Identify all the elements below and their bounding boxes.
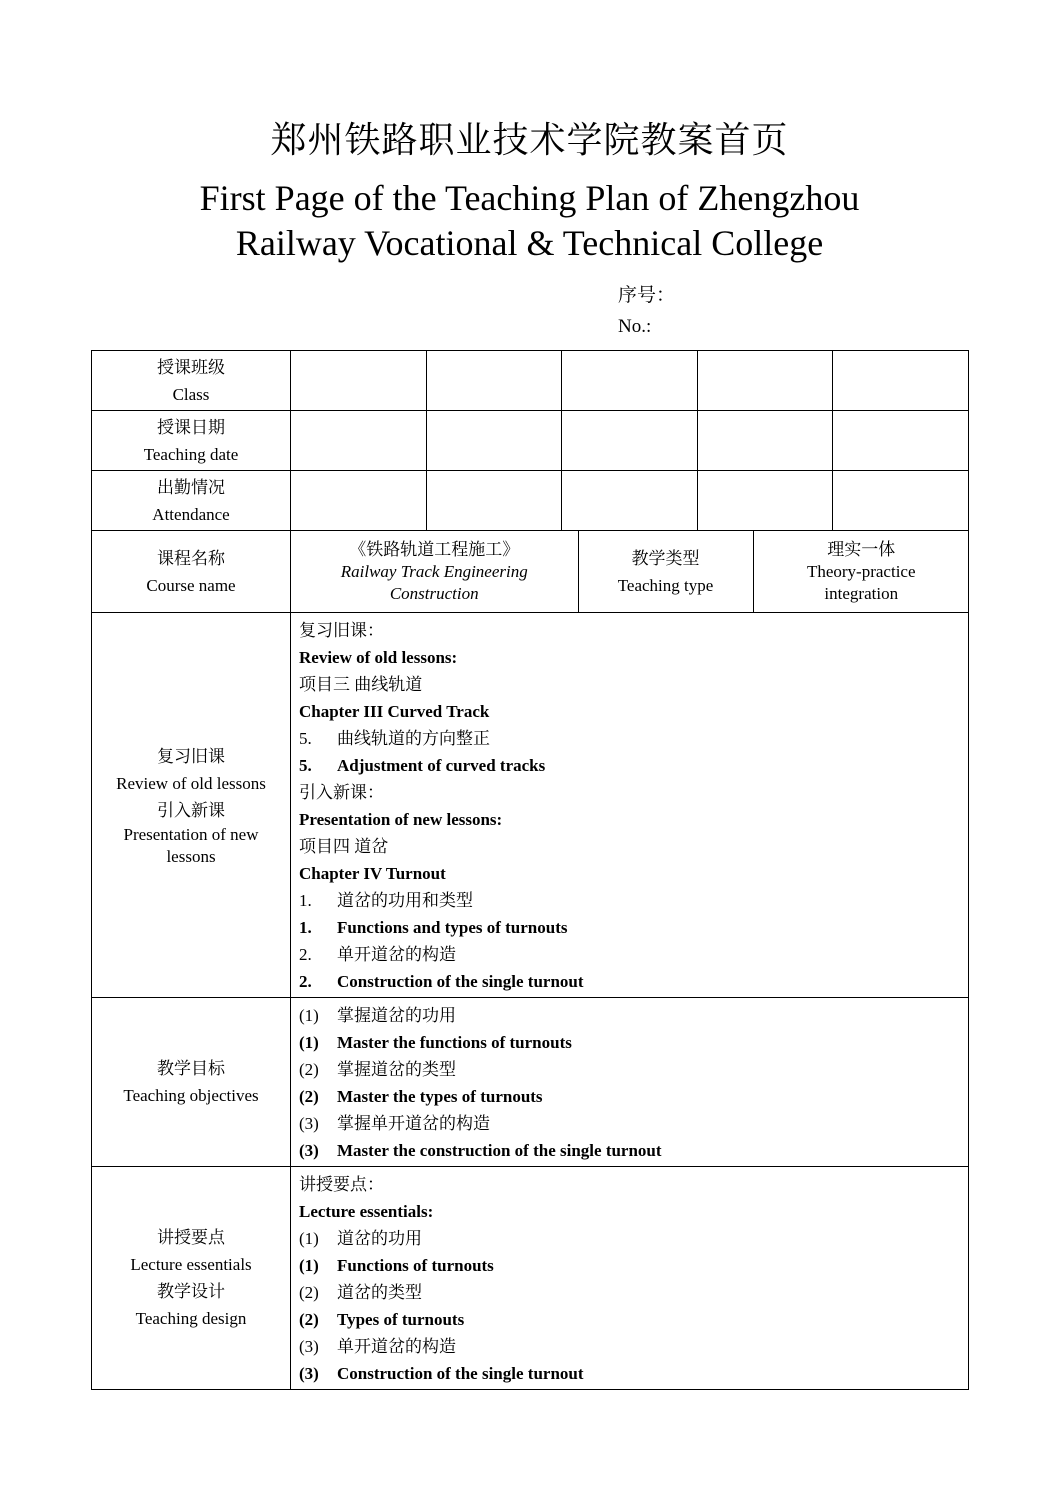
- content-line: [299, 1198, 960, 1225]
- attendance-label-cn: 出勤情况: [157, 477, 225, 497]
- content-line: [299, 617, 960, 644]
- lecture-label-cn: 讲授要点: [157, 1228, 225, 1247]
- class-label-en: Class: [172, 384, 210, 404]
- line-text: Master the functions of turnouts: [337, 1033, 572, 1052]
- course-name-value-cn: 《铁路轨道工程施工》: [349, 539, 520, 559]
- line-number: (2): [299, 1087, 319, 1106]
- line-number: 1.: [299, 918, 312, 937]
- content-line: [299, 1029, 960, 1056]
- design-label-cn: 教学设计: [157, 1282, 225, 1301]
- line-number: (3): [299, 1114, 319, 1133]
- teaching-type-value: [753, 531, 969, 612]
- line-number: (1): [299, 1256, 319, 1275]
- line-text: 复习旧课：: [299, 621, 384, 640]
- class-cell[interactable]: [697, 351, 832, 410]
- objectives-content: [291, 998, 969, 1167]
- content-line: [299, 725, 960, 752]
- lecture-label-en: Lecture essentials: [130, 1255, 252, 1274]
- date-row: [92, 411, 969, 471]
- review-label-cn: 复习旧课: [157, 746, 225, 766]
- page-title-cn: 郑州铁路职业技术学院教案首页: [270, 120, 789, 160]
- line-text: 单开道岔的构造: [337, 945, 456, 964]
- date-cell[interactable]: [291, 411, 426, 470]
- class-cell[interactable]: [833, 351, 968, 410]
- line-text: 引入新课：: [299, 783, 384, 802]
- teaching-type-value-cn: 理实一体: [827, 539, 896, 559]
- attendance-label-en: Attendance: [152, 504, 230, 524]
- course-values: [291, 531, 969, 613]
- new-lesson-label-en: Presentation of new lessons: [123, 824, 259, 866]
- class-label: [92, 351, 291, 411]
- teaching-type-label-en: Teaching type: [617, 575, 714, 595]
- objectives-label-cn: 教学目标: [157, 1059, 225, 1078]
- attendance-cell[interactable]: [833, 471, 968, 530]
- teaching-type-label-cn: 教学类型: [631, 548, 700, 568]
- line-text: 道岔的功用: [337, 1229, 422, 1248]
- content-line: [299, 1306, 960, 1333]
- line-text: Functions of turnouts: [337, 1256, 494, 1275]
- class-row: [92, 351, 969, 411]
- review-content: [291, 613, 969, 998]
- line-text: 项目四 道岔: [299, 837, 389, 856]
- content-line: [299, 968, 960, 995]
- line-text: 掌握道岔的功用: [337, 1006, 456, 1025]
- line-text: Types of turnouts: [337, 1310, 465, 1329]
- content-line: [299, 941, 960, 968]
- line-text: 道岔的类型: [337, 1283, 422, 1302]
- line-text: 项目三 曲线轨道: [299, 675, 423, 694]
- line-text: Master the types of turnouts: [337, 1087, 543, 1106]
- class-cell[interactable]: [291, 351, 426, 410]
- line-text: Construction of the single turnout: [337, 972, 584, 991]
- course-name-label-cn: 课程名称: [157, 548, 225, 568]
- teaching-type-value-en: Theory-practice integration: [806, 561, 916, 603]
- line-text: Chapter IV Turnout: [299, 864, 446, 883]
- date-label-en: Teaching date: [143, 444, 239, 464]
- lecture-label: [92, 1167, 291, 1390]
- teaching-plan-table: [91, 350, 969, 1390]
- line-number: (2): [299, 1060, 319, 1079]
- new-lesson-label-cn: 引入新课: [157, 800, 225, 820]
- line-text: 曲线轨道的方向整正: [337, 729, 490, 748]
- line-text: Adjustment of curved tracks: [337, 756, 546, 775]
- line-text: 掌握道岔的类型: [337, 1060, 456, 1079]
- line-text: 单开道岔的构造: [337, 1337, 456, 1356]
- attendance-cell[interactable]: [291, 471, 426, 530]
- attendance-cell[interactable]: [697, 471, 832, 530]
- date-cell[interactable]: [833, 411, 968, 470]
- attendance-row: [92, 471, 969, 531]
- page-title-en-line2: Railway Vocational & Technical College: [235, 223, 824, 263]
- design-label-en: Teaching design: [135, 1309, 247, 1328]
- line-text: Master the construction of the single turnout: [337, 1141, 662, 1160]
- content-line: [299, 887, 960, 914]
- content-line: [299, 1056, 960, 1083]
- content-line: [299, 1252, 960, 1279]
- line-text: 掌握单开道岔的构造: [337, 1114, 490, 1133]
- content-line: [299, 1083, 960, 1110]
- review-label: [92, 613, 291, 998]
- line-number: (1): [299, 1229, 319, 1248]
- line-number: (2): [299, 1310, 319, 1329]
- serial-number-label-en: No.:: [618, 316, 652, 337]
- objectives-label-en: Teaching objectives: [123, 1086, 259, 1105]
- course-name-label-en: Course name: [146, 575, 236, 595]
- content-line: [299, 914, 960, 941]
- page-title-en: [0, 176, 1059, 266]
- line-number: 1.: [299, 891, 312, 910]
- attendance-label: [92, 471, 291, 531]
- line-number: (1): [299, 1033, 319, 1052]
- date-values: [291, 411, 969, 471]
- line-number: 2.: [299, 945, 312, 964]
- date-cell[interactable]: [697, 411, 832, 470]
- lecture-content: [291, 1167, 969, 1390]
- content-line: [299, 833, 960, 860]
- serial-number-label-cn: 序号：: [618, 285, 676, 306]
- content-line: [299, 860, 960, 887]
- line-text: Chapter III Curved Track: [299, 702, 490, 721]
- line-number: 5.: [299, 756, 312, 775]
- course-name-value-en: Railway Track Engineering Construction: [340, 561, 528, 603]
- content-line: [299, 644, 960, 671]
- content-line: [299, 1137, 960, 1164]
- attendance-cell[interactable]: [426, 471, 561, 530]
- course-name-label: [92, 531, 291, 613]
- line-text: Review of old lessons:: [299, 648, 458, 667]
- class-cell[interactable]: [426, 351, 561, 410]
- line-text: Functions and types of turnouts: [337, 918, 568, 937]
- content-line: [299, 671, 960, 698]
- class-label-cn: 授课班级: [157, 357, 225, 377]
- course-name-value: [291, 531, 578, 612]
- content-line: [299, 1110, 960, 1137]
- attendance-cell[interactable]: [562, 471, 697, 530]
- date-cell[interactable]: [426, 411, 561, 470]
- line-number: (2): [299, 1283, 319, 1302]
- line-text: Lecture essentials:: [299, 1202, 434, 1221]
- content-line: [299, 1225, 960, 1252]
- teaching-type-label: [578, 531, 753, 612]
- date-cell[interactable]: [562, 411, 697, 470]
- review-label-en: Review of old lessons: [116, 773, 266, 793]
- content-line: [299, 1171, 960, 1198]
- content-line: [299, 779, 960, 806]
- content-line: [299, 1360, 960, 1387]
- class-cell[interactable]: [562, 351, 697, 410]
- line-text: Construction of the single turnout: [337, 1364, 584, 1383]
- content-line: [299, 1002, 960, 1029]
- lecture-row: [92, 1167, 969, 1390]
- class-values: [291, 351, 969, 411]
- content-line: [299, 806, 960, 833]
- date-label-cn: 授课日期: [157, 417, 225, 437]
- review-row: [92, 613, 969, 998]
- objectives-label: [92, 998, 291, 1167]
- attendance-values: [291, 471, 969, 531]
- date-label: [92, 411, 291, 471]
- content-line: [299, 698, 960, 725]
- content-line: [299, 1279, 960, 1306]
- content-line: [299, 1333, 960, 1360]
- line-number: 2.: [299, 972, 312, 991]
- line-number: (1): [299, 1006, 319, 1025]
- line-text: Presentation of new lessons:: [299, 810, 503, 829]
- line-text: 道岔的功用和类型: [337, 891, 473, 910]
- line-number: (3): [299, 1364, 319, 1383]
- line-number: 5.: [299, 729, 312, 748]
- content-line: [299, 752, 960, 779]
- line-number: (3): [299, 1141, 319, 1160]
- objectives-row: [92, 998, 969, 1167]
- page-title-en-line1: First Page of the Teaching Plan of Zhengzhou: [199, 178, 860, 218]
- line-text: 讲授要点：: [299, 1175, 384, 1194]
- line-number: (3): [299, 1337, 319, 1356]
- course-row: [92, 531, 969, 613]
